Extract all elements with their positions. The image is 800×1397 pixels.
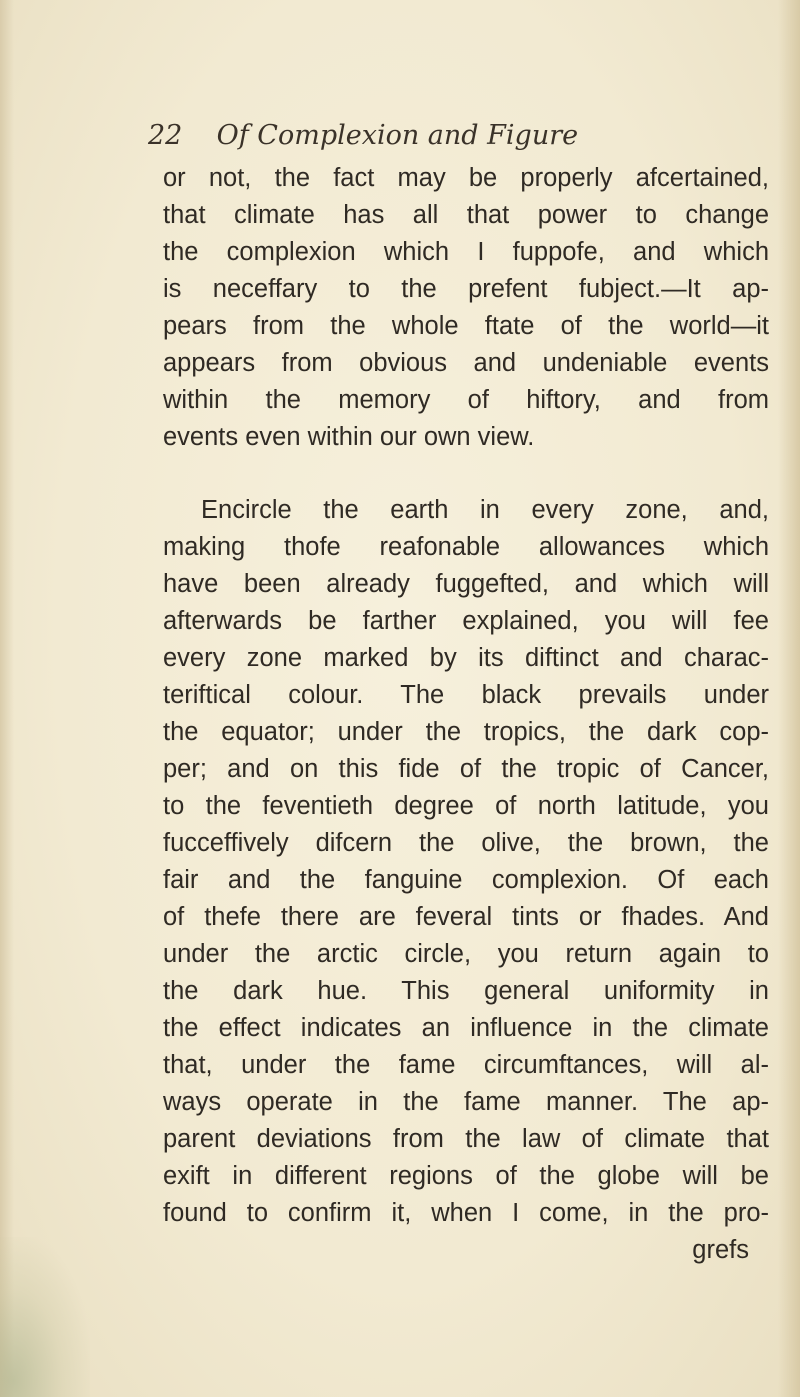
text-line: Encircle the earth in every zone, and, [201,496,769,524]
page-corner-stain [0,1237,90,1397]
text-line: making thofe reafonable allowances which [163,533,769,561]
page-left-edge-shadow [0,0,14,1397]
text-line: fair and the fanguine complexion. Of each [163,866,769,894]
text-line: events even within our own view. [163,423,535,451]
text-line: found to confirm it, when I come, in the pro- [163,1199,769,1227]
text-line: of thefe there are feveral tints or fhades. And [163,903,769,931]
paragraph-gap [163,456,769,492]
text-line: fucceffively difcern the olive, the brown, the [163,829,769,857]
text-line: afterwards be farther explained, you will fee [163,607,769,635]
text-line: under the arctic circle, you return again to [163,940,769,968]
text-line: teriftical colour. The black prevails under [163,681,769,709]
text-line: the complexion which I fuppofe, and which [163,238,769,266]
text-line: per; and on this fide of the tropic of Cancer, [163,755,769,783]
text-line: appears from obvious and undeniable events [163,349,769,377]
text-line: the equator; under the tropics, the dark cop- [163,718,769,746]
text-line: parent deviations from the law of climate that [163,1125,769,1153]
text-line: every zone marked by its diftinct and charac- [163,644,769,672]
paragraph-2 [163,492,769,1232]
text-line: exift in different regions of the globe will be [163,1162,769,1190]
text-line: within the memory of hiftory, and from [163,386,769,414]
text-line: to the feventieth degree of north latitude, you [163,792,769,820]
page-number: 22 [148,120,183,151]
text-line: ways operate in the fame manner. The ap- [163,1088,769,1116]
body-text [163,160,769,1269]
page-header [148,120,668,160]
text-line: the dark hue. This general uniformity in [163,977,769,1005]
text-line: have been already fuggefted, and which will [163,570,769,598]
text-line: is neceffary to the prefent fubject.—It ap- [163,275,769,303]
catchword: grefs [692,1236,749,1264]
running-title: Of Complexion and Figure [216,120,579,151]
text-line: or not, the fact may be properly afcertained, [163,164,769,192]
text-line: that, under the fame circumftances, will al- [163,1051,769,1079]
paragraph-1 [163,160,769,456]
text-line: that climate has all that power to change [163,201,769,229]
page-right-edge-shadow [778,0,800,1397]
text-line: the effect indicates an influence in the climate [163,1014,769,1042]
text-line: pears from the whole ftate of the world—it [163,312,769,340]
